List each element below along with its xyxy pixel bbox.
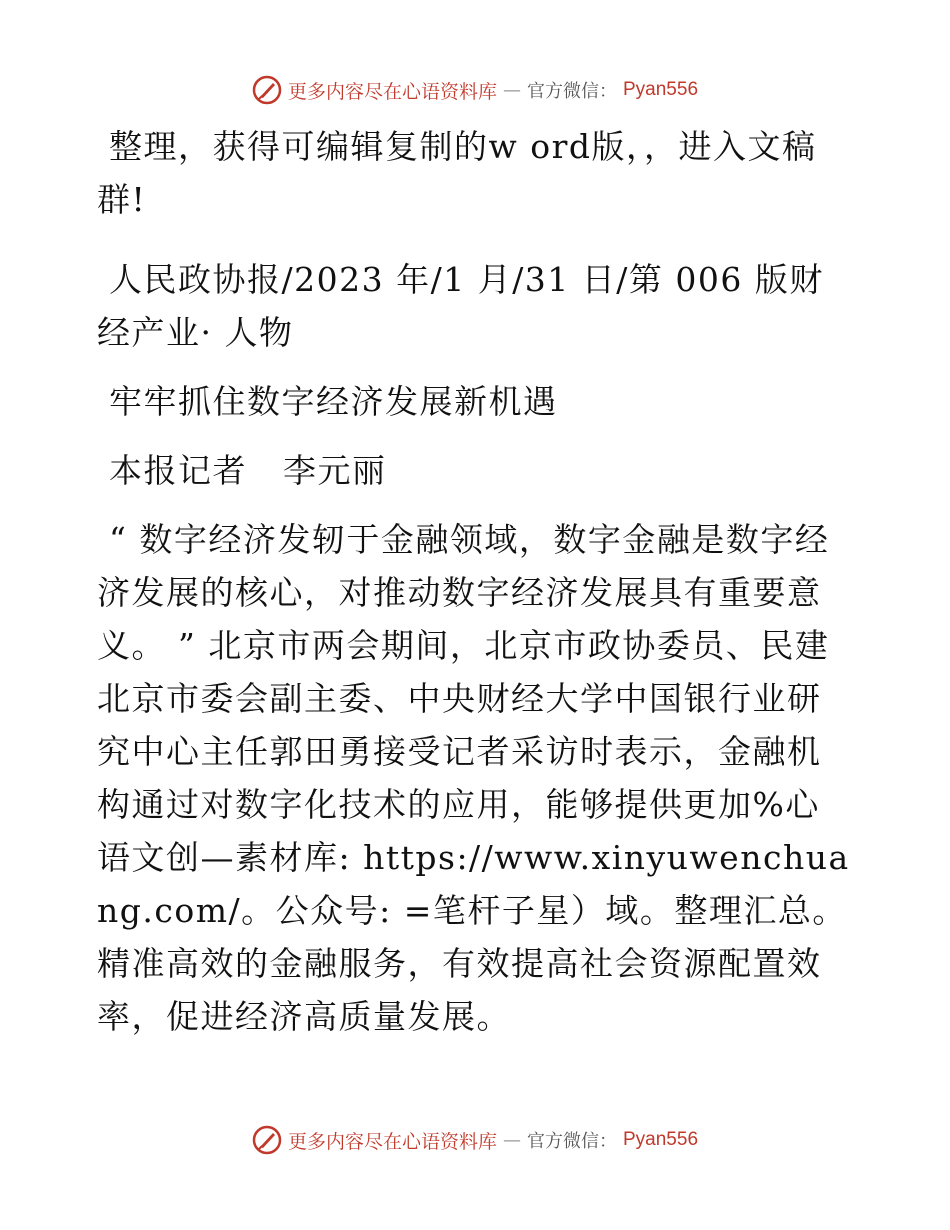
quill-logo-icon [252,1125,282,1155]
banner-separator: — [503,79,521,101]
banner-text: 更多内容尽在心语资料库 [287,1130,497,1153]
footer-banner [0,1120,950,1160]
intro-paragraph: 整理，获得可编辑复制的w ord版，，进入文稿群! [97,127,817,219]
banner-official-label: 官方微信： [527,1131,617,1152]
byline: 本报记者 李元丽 [97,451,387,490]
banner-separator: — [503,1129,521,1151]
banner-wechat-id: Pyan556 [623,1129,699,1150]
header-banner [0,70,950,110]
body-paragraph: “ 数字经济发轫于金融领域，数字金融是数字经济发展的核心，对推动数字经济发展具有重要意义。 ” 北京市两会期间，北京市政协委员、民建北京市委会副主委、中央财经大学中国银行业研究中心主任郭田勇接受记者采访时表示，金融机构通过对数字化技术的应用，能够提供更加%心语文创—素材库: https://www.xinyuwenchuang.com/。公众号: =笔杆子星）域。整理汇总。精准高效的金融服务，有效提高社会资源配置效率，促进经济高质量发展。 [97,520,850,1036]
quill-logo-icon [252,75,282,105]
banner-wechat-id: Pyan556 [623,79,699,100]
source-line: 人民政协报/2023 年/1 月/31 日/第 006 版财经产业· 人物 [97,260,824,352]
document-body [97,120,852,1043]
article-headline: 牢牢抓住数字经济发展新机遇 [97,382,558,421]
banner-official-label: 官方微信： [527,81,617,102]
banner-text: 更多内容尽在心语资料库 [287,80,497,103]
